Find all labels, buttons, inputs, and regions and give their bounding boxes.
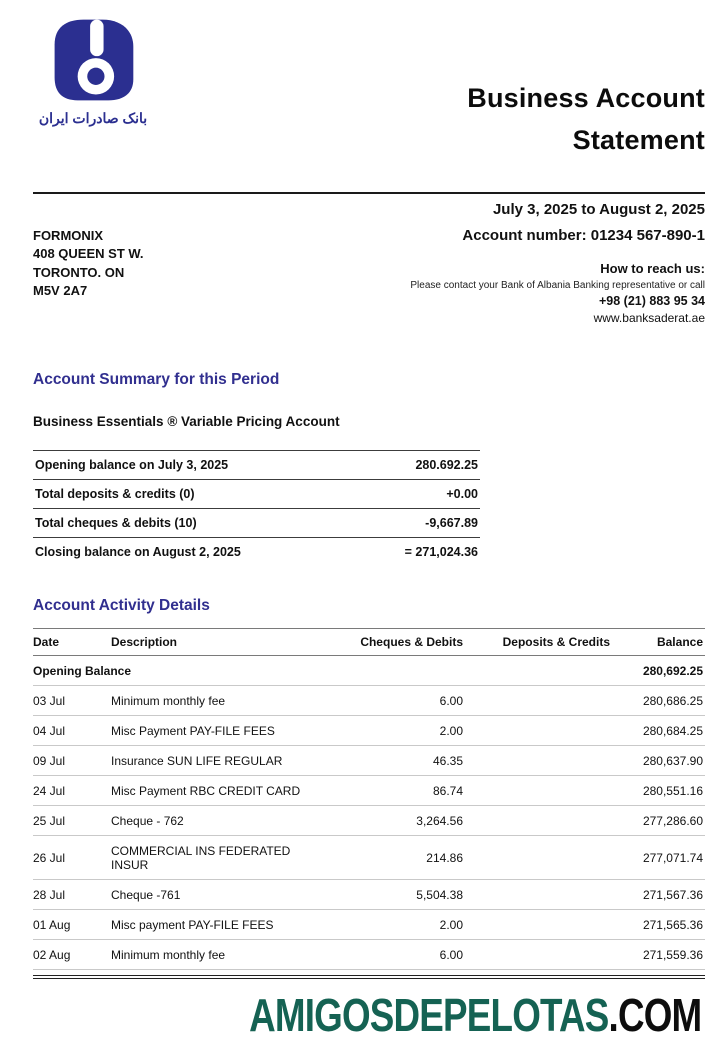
- col-header-description: Description: [111, 635, 178, 649]
- opening-balance-label: Opening Balance: [33, 663, 132, 678]
- activity-debit: 5,504.38: [416, 887, 463, 902]
- address-line: 408 QUEEN ST W.: [33, 246, 144, 262]
- activity-date: 09 Jul: [33, 753, 66, 768]
- activity-description: Insurance SUN LIFE REGULAR: [111, 753, 283, 768]
- summary-row-value: = 271,024.36: [404, 545, 478, 559]
- activity-description: Cheque - 762: [111, 813, 184, 828]
- summary-row: [33, 508, 480, 537]
- activity-debit: 86.74: [432, 783, 463, 798]
- activity-balance: 280,637.90: [642, 753, 703, 768]
- activity-rows: [33, 686, 705, 970]
- activity-description: COMMERCIAL INS FEDERATED INSUR: [111, 843, 291, 872]
- reach-us-label: How to reach us:: [600, 261, 705, 276]
- summary-row-label: Total deposits & credits (0): [35, 487, 195, 501]
- bank-logo: [33, 12, 153, 127]
- account-number: Account number: 01234 567-890-1: [462, 227, 705, 244]
- table-row: [33, 746, 705, 776]
- footer-divider: [33, 975, 705, 979]
- activity-description: Misc payment PAY-FILE FEES: [111, 917, 274, 932]
- activity-date: 24 Jul: [33, 783, 66, 798]
- activity-balance: 271,567.36: [642, 887, 703, 902]
- activity-description: Minimum monthly fee: [111, 693, 226, 708]
- contact-block: [410, 227, 705, 325]
- col-header-cheques-debits: Cheques & Debits: [360, 635, 463, 649]
- activity-date: 28 Jul: [33, 887, 66, 902]
- contact-instruction: Please contact your Bank of Albania Banking representative or call: [410, 280, 705, 291]
- activity-description: Minimum monthly fee: [111, 947, 226, 962]
- contact-phone: +98 (21) 883 95 34: [599, 294, 705, 308]
- summary-row-label: Closing balance on August 2, 2025: [35, 545, 241, 559]
- activity-date: 25 Jul: [33, 813, 66, 828]
- bank-website-link[interactable]: www.banksaderat.ae: [593, 311, 705, 325]
- header-divider: [33, 192, 705, 194]
- watermark-suffix: .COM: [608, 989, 701, 1041]
- activity-date: 03 Jul: [33, 693, 66, 708]
- activity-date: 01 Aug: [33, 917, 71, 932]
- activity-header-row: [33, 628, 705, 656]
- activity-date: 04 Jul: [33, 723, 66, 738]
- statement-body: [0, 201, 720, 1041]
- summary-row-value: -9,667.89: [425, 516, 478, 530]
- bank-logo-caption: بانک صادرات ایران: [38, 110, 148, 126]
- info-row: [33, 227, 705, 325]
- summary-row: [33, 450, 480, 479]
- watermark-main: AMIGOSDEPELOTAS: [248, 989, 609, 1041]
- activity-balance: 271,559.36: [642, 947, 703, 962]
- summary-row-value: 280.692.25: [415, 458, 478, 472]
- activity-balance: 280,684.25: [642, 723, 703, 738]
- address-line: M5V 2A7: [33, 283, 88, 299]
- opening-balance-value: 280,692.25: [642, 663, 703, 678]
- activity-balance: 280,551.16: [642, 783, 703, 798]
- activity-balance: 271,565.36: [642, 917, 703, 932]
- address-line: TORONTO. ON: [33, 264, 125, 280]
- col-header-balance: Balance: [656, 635, 703, 649]
- address-line: FORMONIX: [33, 228, 104, 243]
- statement-period: July 3, 2025 to August 2, 2025: [492, 201, 705, 218]
- page-title: [467, 12, 705, 162]
- activity-description: Misc Payment RBC CREDIT CARD: [111, 783, 301, 798]
- summary-row: [33, 537, 480, 566]
- activity-debit: 2.00: [439, 917, 463, 932]
- activity-table: [33, 628, 705, 970]
- table-row: [33, 776, 705, 806]
- activity-debit: 6.00: [439, 947, 463, 962]
- page-title-line2: Statement: [572, 124, 705, 155]
- activity-description: Cheque -761: [111, 887, 181, 902]
- header: [0, 0, 720, 192]
- activity-balance: 277,286.60: [642, 813, 703, 828]
- summary-row-label: Opening balance on July 3, 2025: [35, 458, 229, 472]
- activity-date: 26 Jul: [33, 850, 66, 865]
- table-row: [33, 940, 705, 970]
- activity-debit: 2.00: [439, 723, 463, 738]
- activity-debit: 3,264.56: [416, 813, 463, 828]
- table-row: [33, 836, 705, 880]
- watermark-text: [248, 989, 701, 1041]
- activity-description: Misc Payment PAY-FILE FEES: [111, 723, 275, 738]
- activity-debit: 46.35: [432, 753, 463, 768]
- summary-row: [33, 479, 480, 508]
- bank-logo-icon: [45, 12, 141, 108]
- summary-heading: Account Summary for this Period: [33, 371, 280, 388]
- summary-row-value: +0.00: [446, 487, 478, 501]
- activity-debit: 6.00: [439, 693, 463, 708]
- opening-balance-row: [33, 656, 705, 686]
- table-row: [33, 880, 705, 910]
- col-header-deposits-credits: Deposits & Credits: [502, 635, 610, 649]
- activity-balance: 280,686.25: [642, 693, 703, 708]
- watermark: [33, 989, 705, 1041]
- table-row: [33, 806, 705, 836]
- activity-date: 02 Aug: [33, 947, 71, 962]
- activity-balance: 277,071.74: [642, 850, 703, 865]
- summary-row-label: Total cheques & debits (10): [35, 516, 197, 530]
- customer-address: [33, 227, 144, 325]
- table-row: [33, 910, 705, 940]
- col-header-date: Date: [33, 635, 60, 649]
- table-row: [33, 686, 705, 716]
- table-row: [33, 716, 705, 746]
- account-type: Business Essentials ® Variable Pricing Account: [33, 414, 340, 429]
- summary-table: [33, 450, 480, 566]
- activity-heading: Account Activity Details: [33, 597, 210, 614]
- activity-debit: 214.86: [426, 850, 463, 865]
- page-title-line1: Business Account: [467, 83, 705, 113]
